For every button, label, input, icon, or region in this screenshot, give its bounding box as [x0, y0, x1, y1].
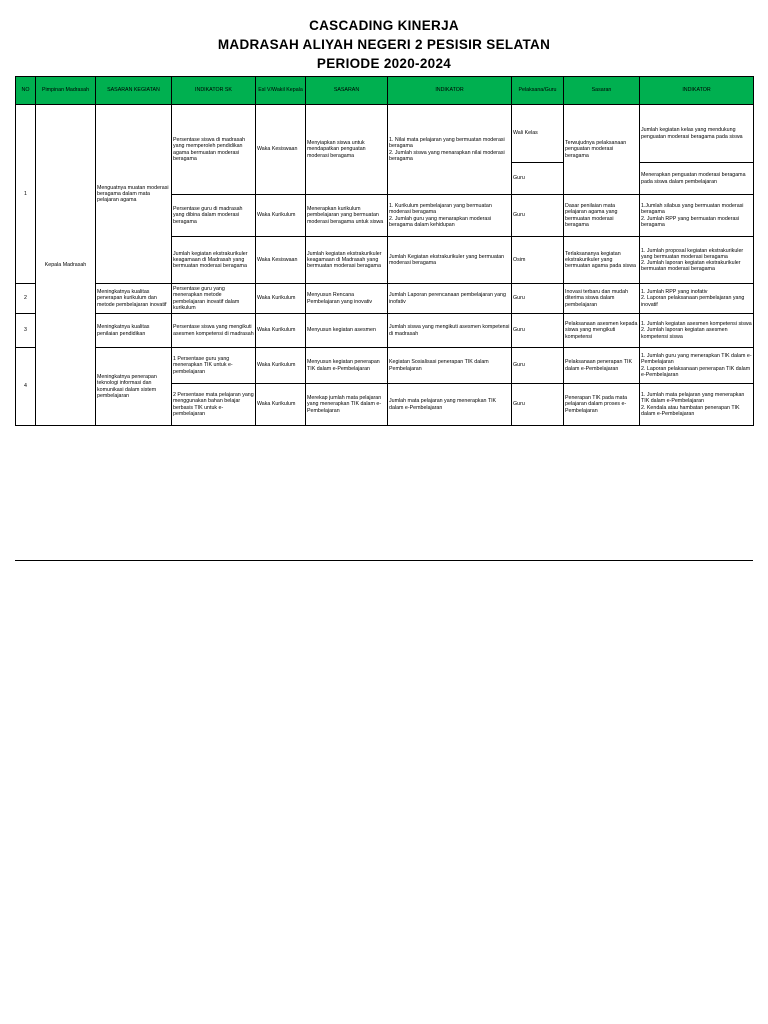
indikator-sk-cell: Persentase guru di madrasah yang dibina dalam moderasi beragama [172, 195, 256, 237]
indikator-cell: Jumlah Kegiatan ekstrakurikuler yang bermuatan moderasi beragama [388, 237, 512, 284]
indikator-2-cell: 1. Jumlah RPP yang inofativ 2. Laporan pelaksanaan pembelajaran yang inovatif [640, 284, 754, 314]
sasaran-2-cell: Pelaksanaan asesmen kepada siswa yang mengikuti kompetensi [564, 314, 640, 348]
sasaran-cell: Menyiapkan siswa untuk mendapatkan penguatan moderasi beragama [306, 105, 388, 195]
table-row [16, 314, 754, 348]
sasaran-kegiatan-cell: Menguatnya muatan moderasi beragama dalam mata pelajaran agama [96, 105, 172, 284]
eselon-cell: Waka Kesiswaan [256, 237, 306, 284]
pelaksana-cell: Guru [512, 348, 564, 384]
pelaksana-cell: Guru [512, 163, 564, 195]
pelaksana-cell: Guru [512, 195, 564, 237]
indikator-2-cell: 1. Jumlah proposal kegiatan ekstrakurikuler yang bermuatan moderasi beragama 2. Jumlah laporan kegiatan ekstrakurikuler bermuatan moderasi beragama [640, 237, 754, 284]
indikator-cell: 1. Nilai mata pelajaran yang bermuatan moderasi beragama 2. Jumlah siswa yang menarapkan nilai moderasi beragama [388, 105, 512, 195]
indikator-2-cell: 1. Jumlah kegiatan asesmen kompetensi siswa 2. Jumlah laporan kegiatan asesmen kompetensi siswa [640, 314, 754, 348]
eselon-cell: Waka Kurikulum [256, 314, 306, 348]
pelaksana-cell: Guru [512, 384, 564, 426]
header-indikator: INDIKATOR [388, 77, 512, 105]
pelaksana-cell: Guru [512, 314, 564, 348]
header-pimpinan: Pimpinan Madrasah [36, 77, 96, 105]
page-separator [15, 560, 753, 561]
sasaran-cell: Merekap jumlah mata pelajaran yang menerapkan TIK dalam e-Pembelajaran [306, 384, 388, 426]
sasaran-2-cell: Dasar penilaian mata pelajaran agama yang bermuatan moderasi beragama [564, 195, 640, 237]
indikator-2-cell: Menerapkan penguatan moderasi beragama pada siswa dalam pembelajaran [640, 163, 754, 195]
table-row [16, 348, 754, 384]
indikator-sk-cell: Jumlah kegiatan ekstrakurikuler keagamaan di Madrasah yang bermuatan moderasi beragama [172, 237, 256, 284]
header-eselon: Esl V/Wakil Kepala [256, 77, 306, 105]
eselon-cell: Waka Kurikulum [256, 284, 306, 314]
header-sasaran: SASARAN [306, 77, 388, 105]
title-line-2: MADRASAH ALIYAH NEGERI 2 PESISIR SELATAN [217, 37, 551, 52]
header-row [16, 77, 754, 105]
table-row [16, 284, 754, 314]
pelaksana-cell: Wali Kelas [512, 105, 564, 163]
indikator-sk-cell: 1 Persentase guru yang menerapkan TIK untuk e-pembelajaran [172, 348, 256, 384]
sasaran-2-cell: Terlaksananya kegiatan ekstrakurikuler yang bermuatan agama pada siswa [564, 237, 640, 284]
row-number: 2 [16, 284, 36, 314]
indikator-sk-cell: Persentase guru yang menerapkan metode pembelajaran inovatif dalam kurikulum [172, 284, 256, 314]
row-number: 1 [16, 105, 36, 284]
indikator-cell: Jumlah Laporan perencanaan pembelajaran yang inofativ [388, 284, 512, 314]
eselon-cell: Waka Kurikulum [256, 195, 306, 237]
row-number: 3 [16, 314, 36, 348]
sasaran-2-cell: Terwujudnya pelaksanaan penguatan moderasi beragama [564, 105, 640, 195]
sasaran-2-cell: Pelaksanaan penerapan TIK dalam e-Pembelajaran [564, 348, 640, 384]
title-line-3: PERIODE 2020-2024 [316, 56, 452, 71]
indikator-cell: Jumlah mata pelajaran yang menerapkan TIK dalam e-Pembelajaran [388, 384, 512, 426]
title-line-1: CASCADING KINERJA [309, 18, 459, 33]
indikator-cell: Jumlah siswa yang mengikuti asesmen kompetensi di madrasah [388, 314, 512, 348]
header-sasaran-2: Sasaran [564, 77, 640, 105]
row-number: 4 [16, 348, 36, 426]
sasaran-2-cell: Inovasi terbaru dan mudah diterima siswa dalam pembelajaran [564, 284, 640, 314]
sasaran-kegiatan-cell: Meningkatnya kualitas penilaian pendidikan [96, 314, 172, 348]
cascading-table-page-1 [15, 76, 754, 426]
indikator-2-cell: Jumlah kegiatan kelas yang mendukung penguatan moderasi beragama pada siswa [640, 105, 754, 163]
sasaran-cell: Jumlah kegiatan ekstrakurikuler keagamaan di Madrasah yang bermuatan moderasi beragama [306, 237, 388, 284]
sasaran-cell: Menyusun kegiatan penerapan TIK dalam e-Pembelajaran [306, 348, 388, 384]
header-pelaksana: Pelaksana/Guru [512, 77, 564, 105]
indikator-2-cell: 1. Jumlah mata pelajaran yang menerapkan TIK dalam e-Pembelajaran 2. Kendala atau hambatan penerapan TIK dalam e-Pembelajaran [640, 384, 754, 426]
sasaran-kegiatan-cell: Meningkatnya kualitas penerapan kurikulum dan metode pembelajaran inovatif [96, 284, 172, 314]
pimpinan-cell: Kepala Madrasah [36, 105, 96, 426]
indikator-2-cell: 1. Jumlah guru yang menerapkan TIK dalam e-Pembelajaran 2. Laporan pelaksanaan penerapan TIK dalam e-Pembelajaran [640, 348, 754, 384]
table-row [16, 105, 754, 163]
eselon-cell: Waka Kurikulum [256, 348, 306, 384]
sasaran-cell: Menerapkan kurikulum pembelajaran yang bermuatan moderasi beragama untuk siswa [306, 195, 388, 237]
pelaksana-cell: Guru [512, 284, 564, 314]
header-indikator-sk: INDIKATOR SK [172, 77, 256, 105]
sasaran-cell: Menyusun kegiatan asesmen [306, 314, 388, 348]
sasaran-2-cell: Penerapan TIK pada mata pelajaran dalam proses e-Pembelajaran [564, 384, 640, 426]
indikator-cell: 1. Kurikulum pembelajaran yang bermuatan moderasi beragama 2. Jumlah guru yang menarapkan moderasi beragama dalam kehidupan [388, 195, 512, 237]
sasaran-cell: Menyusun Rencana Pembelajaran yang inovativ [306, 284, 388, 314]
document-title [0, 16, 768, 73]
indikator-sk-cell: 2 Persentase mata pelajaran yang menggunakan bahan belajar berbasis TIK untuk e-pembelajaran [172, 384, 256, 426]
indikator-2-cell: 1.Jumlah silabus yang bermuatan moderasi beragama 2. Jumlah RPP yang bermuatan moderasi beragama [640, 195, 754, 237]
eselon-cell: Waka Kesiswaan [256, 105, 306, 195]
indikator-sk-cell: Persentase siswa di madrasah yang memperoleh pendidikan agama bermuatan moderasi beragama [172, 105, 256, 195]
pelaksana-cell: Osim [512, 237, 564, 284]
indikator-sk-cell: Persentase siswa yang mengikuti asesmen kompetensi di madrasah [172, 314, 256, 348]
eselon-cell: Waka Kurikulum [256, 384, 306, 426]
sasaran-kegiatan-cell: Meningkatnya penerapan teknologi informasi dan komunikasi dalam sistem pembelajaran [96, 348, 172, 426]
header-indikator-2: INDIKATOR [640, 77, 754, 105]
header-no: NO [16, 77, 36, 105]
indikator-cell: Kegiatan Sosialisasi penerapan TIK dalam Pembelajaran [388, 348, 512, 384]
header-sasaran-kegiatan: SASARAN KEGIATAN [96, 77, 172, 105]
